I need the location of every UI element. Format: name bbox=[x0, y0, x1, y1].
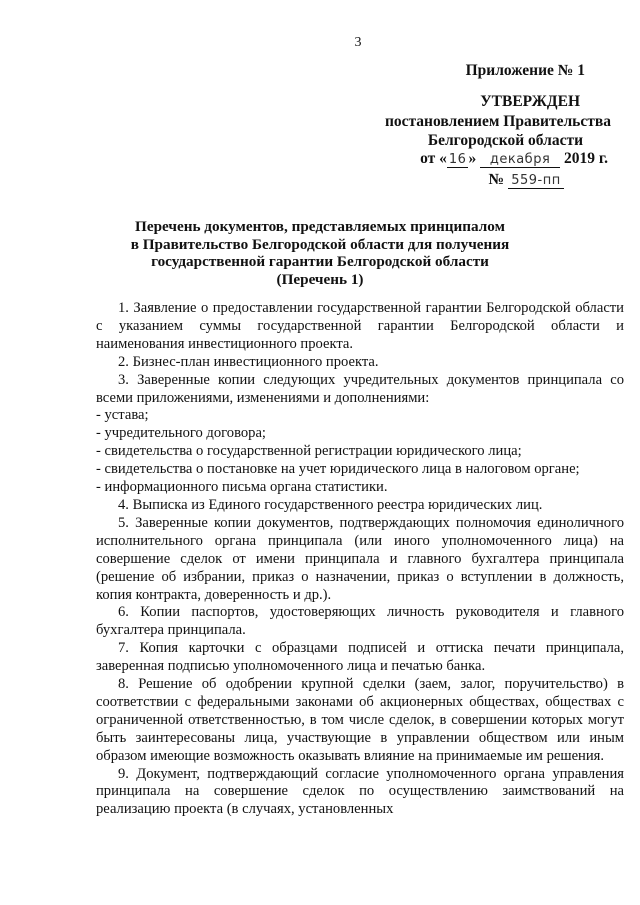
list-item: - устава; bbox=[96, 407, 149, 424]
list-item: 4. Выписка из Единого государственного реестра юридических лиц. bbox=[118, 496, 543, 513]
title-line-3: государственной гарантии Белгородской области bbox=[151, 253, 489, 270]
appendix-label: Приложение № 1 bbox=[465, 62, 585, 79]
title-line-4: (Перечень 1) bbox=[276, 270, 364, 288]
date-month: декабря bbox=[480, 152, 560, 168]
list-item: - учредительного договора; bbox=[96, 425, 266, 442]
title-line-2: в Правительство Белгородской области для получения bbox=[130, 235, 510, 253]
list-item: 5. Заверенные копии документов, подтверждающих полномочия единоличного исполнительного органа принципала (или иного уполномоченного лица) на совершение сделок от имени принципала и главного бухгалтера принципала (решение об избрании, приказ о назначении, приказ о вступлении в должность, копия контракта, доверенность и др.). bbox=[96, 514, 624, 603]
date-day: 16 bbox=[448, 152, 467, 167]
list-item: 9. Документ, подтверждающий согласие уполномоченного органа управления принципала на совершение сделок по осуществлению заимствований на реализацию проекта (в случаях, установленных bbox=[96, 765, 624, 818]
number-value: 559-пп bbox=[508, 173, 564, 189]
list-item: - свидетельства о государственной регистрации юридического лица; bbox=[96, 443, 522, 460]
list-item: - свидетельства о постановке на учет юридического лица в налоговом органе; bbox=[96, 461, 580, 478]
approved-label: УТВЕРЖДЕН bbox=[480, 93, 580, 110]
number-prefix: № bbox=[488, 171, 505, 188]
list-item: 1. Заявление о предоставлении государственной гарантии Белгородской области с указанием суммы государственной гарантии Белгородской области и наименования инвестиционного проекта. bbox=[96, 300, 624, 352]
date-close-quote: » bbox=[468, 150, 477, 167]
list-item: 6. Копии паспортов, удостоверяющих личность руководителя и главного бухгалтера принципала. bbox=[96, 604, 624, 639]
approval-number bbox=[489, 171, 564, 189]
list-item: - информационного письма органа статистики. bbox=[96, 479, 388, 496]
page-number: 3 bbox=[354, 35, 362, 50]
approved-by-line1: постановлением Правительства bbox=[384, 113, 611, 130]
list-item: 8. Решение об одобрении крупной сделки (заем, залог, поручительство) в соответствии с федеральными законами об акционерных обществах, обществах с ограниченной ответственностью, в том числе сделок, в совершении которых могут быть заинтересованы лица, участвующие в управлении обществом или иным образом имеющие возможность оказывать влияние на принимаемые им решения. bbox=[96, 676, 624, 764]
date-year: 2019 г. bbox=[563, 150, 608, 167]
approval-date bbox=[420, 150, 608, 168]
list-item: 2. Бизнес-план инвестиционного проекта. bbox=[118, 353, 379, 370]
title-line-1: Перечень документов, представляемых принципалом bbox=[135, 218, 505, 235]
date-prefix: от « bbox=[420, 150, 447, 167]
document-title bbox=[0, 218, 640, 288]
document-body bbox=[96, 300, 624, 819]
approved-by-line2: Белгородской области bbox=[427, 132, 583, 149]
list-item: 3. Заверенные копии следующих учредительных документов принципала со всеми приложениями, изменениями и дополнениями: bbox=[96, 371, 624, 406]
list-item: 7. Копия карточки с образцами подписей и оттиска печати принципала, заверенная подписью уполномоченного лица и печатью банка. bbox=[96, 640, 624, 675]
